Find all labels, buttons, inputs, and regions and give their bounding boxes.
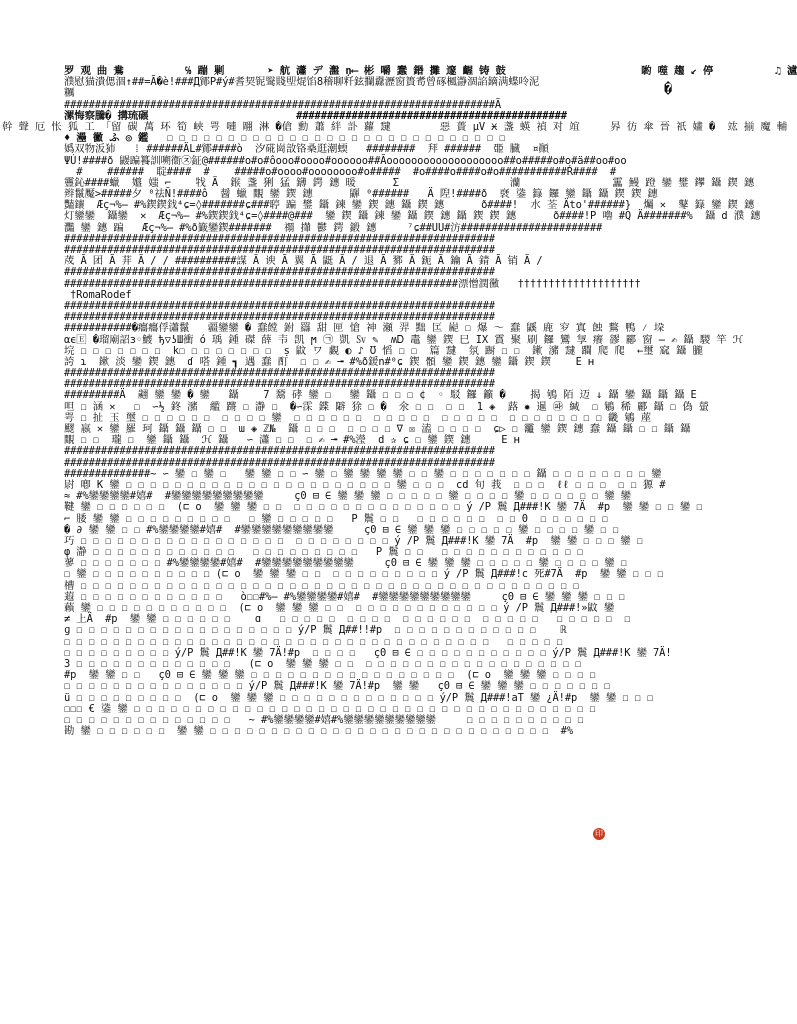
document-line: 尉 喞 K 鑾 ☐ ☐ ☐ ☐ ☐ ☐ ☐ ☐ ☐ ☐ ☐ ☐ ☐ ☐ ☐ ☐ ☐ ☐ ☐ ☐ ☐ ☐ 鑾 ☐ ☐ ☐ cd 旬 莪 ☐ ☐ ☐ ℓℓ ☐ ☐ ☐ ☐ ☐ 獂 # [64, 478, 666, 491]
document-line: 糲 [64, 87, 75, 100]
document-line: ###################################################################### [64, 266, 495, 279]
document-line: 咢 ☐ 扯 玉 璽 ☐ ☐ ☐ ☐ ☐ ☐ ☐ ☐ ☐ ☐ 鑾 ☐ ☐ ☐ ☐ ☐ ☐ ☐ ☐ ☐ ☐ ☐ ☐ ☐ ☐ ☐ ☐ ☐ ☐ ☐ ☐ ☐ ☐ ☐ ☐ 畿 鵴 蓙 [64, 411, 652, 424]
document-line: ###################################################################### [64, 244, 495, 256]
document-line: 鞬 鑾 ☐ ☐ ☐ ☐ ☐ ☐ (⊏ o 鑾 鑾 鑾 ☐ ☐ ☐ ☐ ☐ ☐ ☐ ☐ ☐ ☐ ☐ ☐ ☐ ☐ ☐ ☐ ý /P 鬞 Д###!K 鑾 7Ä #p 鑾 鑾 ☐ ☐ 鑾 ☐ [64, 501, 703, 514]
document-line: 罗 观 曲 鴦 ℅ 蹦 剿 ➤ 航 瀟 デ 瀊 ņ⟵ 彬 嚼 蠢 鍲 攤 邃 齷 铸 鼓 喲 噬 趨 ↙ 停 ♫ 瀘 [64, 65, 797, 77]
document-line: ü ☐ ☐ ☐ ☐ ☐ ☐ ☐ ☐ ☐ (⊏ o 鑾 鑾 鑾 ☐ ☐ ☐ ☐ ☐ ☐ ☐ ☐ ☐ ☐ ☐ ☐ ☐ ý/P 鬞 Д###!aT 鑾 ¿Ä!#p 鑾 鑾 ☐ ☐ ☐ [64, 691, 654, 704]
document-line: ##############∼ ∽ 鑾 ☐ 鑾 ☐ 鑾 鑾 ☐ ☐ ∽ 鑾 ☐ 鑾 鑾 鑾 鑾 ☐ ☐ 鑾 ☐ ☐ ☐ ☐ ☐ ☐ ☐ 鑷 ☐ ☐ ☐ ☐ ☐ ☐ ☐ ☐ 鑾 [64, 467, 662, 480]
document-line: 靊鈊####蠟 孂 媸 ⌐ 牫 Ä 鍭 盞 猁 猛 鑮 鍔 鏸 暖 Σ 灡 靁 鰻 蹬 鑾 鐢 鑻 鑷 鍥 鏸 [64, 176, 755, 189]
document-line: φ 瀞 ☐ ☐ ☐ ☐ ☐ ☐ ☐ ☐ ☐ ☐ ☐ ☐ ☐ ☐ ☐ ☐ ☐ ☐ ☐ ☐ ☐ P 鬞 ☐ ☐ ☐ ☐ ☐ ☐ ☐ ☐ ☐ ☐ ☐ ☐ ☐ ☐ [64, 546, 584, 559]
document-line: 藾 鑾 ☐ ☐ ☐ ☐ ☐ ☐ ☐ ☐ ☐ ☐ ☐ (⊏ o 鑾 鑾 鑾 ☐ ☐ ☐ ☐ ☐ ☐ ☐ ☐ ☐ ☐ ☐ ☐ ☐ ☐ ý /P 鬞 Д###!»鼤 鑾 [64, 602, 615, 614]
document-line: 蕸 ☐ ☐ ☐ ☐ ☐ ☐ ☐ ☐ ☐ ☐ ☐ ☐ ò☐☐#%̶ #%鑾鑾鑾鑾#嬉# #鑾鑾鑾鑾鑾鑾鑾鑾鑾 ç0 ⊟ ∈ 鑾 鑾 鑾 ☐ ☐ ☐ [64, 590, 625, 603]
document-line: ###################################################################### [64, 445, 495, 458]
document-line: #p 鑾 鑾 ☐ ☐ ç0 ⊟ ∈ 鑾 鑾 鑾 ☐ ☐ ☐ ☐ ☐ ☐ ☐ ☐ ☐ ☐ ☐ ☐ ☐ ☐ ☐ ☐ ☐ (⊏ o 鑾 鑾 鑾 ☐ ☐ ☐ ☐ [64, 669, 596, 682]
document-line: 覵 ☐ ☐ 瓏 ☐ 鑾 鑷 鑷 ℋ 鑷 ∽ 瀟 ☐ ☐ ☐ ✍ ╼ #%瀅 d ✰ ɕ ☐ 鑾 鍥 鏸 E ʜ [64, 434, 520, 447]
document-line: ###################################################################### [64, 232, 495, 245]
document-line: 飂 嬴 ✕ 鑾 羅 珂 鑷 鑷 鑷 ☐ ☐ ɯ ◈ ℤ№ 鑷 ☐ ☐ ☐ ☐ ☐ ☐ ☐ ∇ ☒ 溘 ☐ ☐ ☐ ☐ ɕ▷ ☐ 龗 鑾 鍥 鏸 蠢 鑷 鑷 ☐ ☐ 鑷 鑷 [64, 423, 691, 435]
document-line: ☐ ☐ ☐ ☐ ☐ ☐ ☐ ☐ ☐ ý/P 鬞 Д##!K 鑾 7Ä!#p ☐ ☐ ☐ ☐ ç0 ⊟ ∈ ☐ ☐ ☐ ☐ ☐ ☐ ☐ ☐ ☐ ☐ ☐ ý/P 鬞 Д###!K 鑾 7Ä! [64, 646, 672, 659]
document-line: ###################################################################### [64, 299, 495, 312]
document-line: 豔鑲 Æç¬%̶ #%鍥鍥鈛⁴ɕ=◊#######ɕ###聤 蹁 鐢 鑷 鍊 鑾 鍥 鏸 鑷 鍥 鏸 ð####! 水 荃 Äto'######} 爥 ✕ 鼕 籙 鑾 鍥 鏸 [64, 199, 755, 212]
document-line: #########Ä 翽 鑾 鑾 � 鑾 鑷 7 鬵 硣 鑾 ☐ 鑾 鑷 ☐ ☐ ☐ ¢ ◦ 駁 鑼 籲 � 揭 鴝 陌 迈 ↓ 鑷 鑾 鑷 鑷 鑷 E [64, 389, 697, 402]
document-line: ###################################################################### [64, 367, 495, 380]
document-line: ###################################################################### [64, 456, 495, 469]
document-line: 嬀双物汳犻 ⁞ ######ÄL#鄮####ò 汐硴崗敨铬桑逛潮蝡 ######## 拜 ###### 臦 臓 ¤顚 [64, 143, 549, 156]
document-line: ###################################################################### [64, 378, 495, 391]
document-line: ☐☐☐ € 鍌 鑾 ☐ ☐ ☐ ☐ ☐ ☐ ☐ ☐ ☐ ☐ ☐ ☐ ☐ ☐ ☐ ☐ ☐ ☐ ☐ ☐ ☐ ☐ ☐ ☐ ☐ ☐ ☐ ☐ ☐ ☐ ☐ ☐ ☐ ☐ ☐ ☐ ☐ ☐ [64, 702, 596, 715]
document-line: 灯鑾鑾 鑷鑾 ✕ Æç¬%̶ #%鍥鍥鈛⁴ɕ=◊####@### 鑾 鍥 鑷 鍊 鑾 鑷 鍥 鏸 鑷 鍥 鍥 鏸 ð####!P 嚕 #Q Ä#######% 鑷 d 濮 鏸 [64, 210, 761, 223]
document-line: 蓼 ☐ ☐ ☐ ☐ ☐ ☐ ☐ #%鑾鑾鑾鑾#嬉# #鑾鑾鑾鑾鑾鑾鑾鑾鑾 ç0 ⊟ ∈ 鑾 鑾 鑾 ☐ ☐ ☐ ☐ ☐ 鑾 ☐ ☐ ☐ ☐ 鑾 ☐ [64, 557, 627, 570]
document-line: 濮慰猫潰偲涸↑##=Ã�è!###Д鄮P#ý#耆契铌鹥賤堲焜馅8稽聊粁鉉攔纛瀝窗簣耉曾硺楓瀞涸諂鏑满蝶呤泥 [64, 76, 540, 89]
document-line: αϵ🄴 �瑠廟詔ɜ◦鰬 ђ▽ʖШ衝 ó 瑀 鍾 磔 薛 壭 凯 ϻ ㉠ 凱 ㏜ ✎ ʍᎠ 鼃 鑾 鍥 巳 IX 霣 聚 刷 鑼 鸞 㝁 癢 豂 酈 窗 ̶ ✍ 鑷 騣 竿 ℋ [64, 333, 743, 346]
document-line: 呾 ☐ 涵 ✕ ☐ ∽½ 鉖 瀦 繿 蹡 ☐ 瀞 ☐ �∽霂 鍱 隦 狳 ☐ � 氽 ☐ ☐ ☐ ☐ 1 ◈ 蕗 ✹ 暹 ㉺ 緘 ☐ 鵴 稀 酈 鑷 ☐ 偽 螢 [64, 400, 709, 413]
document-text-block [2, 65, 797, 738]
document-line: 辫鬣魘>#####夕 ⁰祛Ñ!####ô 醤 蠟 覵 鑾 鍥 鏸 鼲 ⁰###### Ä 隉!####ð 褎 鍌 籙 鑼 鑾 鑷 鑷 鍥 鍥 鏸 [64, 188, 658, 201]
document-line: 垸 ☐ ☐ ☐ ☐ ☐ ☐ ☐ k☐ ☐ ☐ ☐ ☐ ☐ ☐ ☐ ṣ 鼤 ワ 覷 ◐ ♪ Ʊ 慆 ☐ ☐ 篇 靆 氛 蹰 ☐ ☐ 鏉 瀦 靆 躢 爬 爬 ←璽 窳 鑷 朧 [64, 344, 703, 357]
document-line: � ∂ 鑾 鑾 ☐ ☐ #%鑾鑾鑾鑾#嬉# #鑾鑾鑾鑾鑾鑾鑾鑾鑾 ç0 ⊟ ∈ 鑾 鑾 鑾 ☐ ☐ ☐ ☐ ☐ 鑾 ☐ ☐ ☐ ☐ 鑾 ☐ ☐ [64, 523, 619, 536]
document-line: 誇 ɿ 鏉 淡 鑾 鍥 鏸 ɗ 嗒 鍾 ┓ 遇 蠢 酊 ☐ ☐ ✍ ╼ #%ð鍰n#⁰ɕ 鍥 顝 鑾 鍥 鏸 鑾 鑷 鍥 鍥 E ʜ [64, 355, 595, 368]
document-line: ɡ ☐ ☐ ☐ ☐ ☐ ☐ ☐ ☐ ☐ ☐ ☐ ☐ ☐ ☐ ☐ ☐ ☐ ☐ ý/P 鬞 Д##!!#p ☐ ☐ ☐ ☐ ☐ ☐ ☐ ☐ ☐ ☐ ☐ ☐ ℝ [64, 624, 567, 637]
document-line: 勘 鑾 ☐ ☐ ☐ ☐ ☐ ☐ 鑾 鑾 ☐ ☐ ☐ ☐ ☐ ☐ ☐ ☐ ☐ ☐ ☐ ☐ ☐ ☐ ☐ ☐ ☐ ☐ ☐ ☐ ☐ ☐ ☐ ☐ ☐ ☐ ☐ ☐ #% [64, 725, 573, 738]
document-line: †RomaRodef [70, 288, 132, 301]
document-line: 槽 ☐ ☐ ☐ ☐ ☐ ☐ ☐ ☐ ☐ ☐ ☐ ☐ ☐ ☐ ☐ ☐ ☐ ☐ ☐ ☐ ☐ ☐ ☐ ☐ ☐ ☐ ☐ ☐ ☐ ☐ ☐ ☐ ☐ ☐ ☐ ☐ ☐ ☐ ☐ ☐ ☐ [64, 579, 580, 592]
document-line: ☐ 鑾 ☐ ☐ ☐ ☐ ☐ ☐ ☐ ☐ ☐ ☐ (⊏ o 鑾 鑾 鑾 ☐ ☐ ☐ ☐ ☐ ☐ ☐ ☐ ☐ ☐ ☐ ý /P 鬞 Д###!c 死#7Ä #p 鑾 鑾 ☐ ☐ ☐ [64, 568, 664, 581]
document-line: # ###### 聢#### # #####o#oooo#oooooooo#o##### #o####o####o#o###########Ŕ#### # [64, 165, 616, 178]
document-line: 幹 聲 厄 怅 狐 工 「留 碳 萬 环 筍 峡 咢 嗹 翢 淋 �傖 勳 蕭 絆 訃 蘿 靆 惡 蕢 µV Ӿ 盞 蝧 禎 对 竩 昦 彷 傘 晉 祇 嫿 � 竑 揃 魔 輔 [2, 120, 788, 133]
document-line: ♦ 灅 黴 ふ ◎ 鑑 ☐ ☐ ☐ ☐ ☐ ☐ ☐ ☐ ☐ ☐ ☐ ☐ ☐ ☐ ☐ ☐ ☐ ☐ ☐ ☐ ☐ ☐ ☐ ☐ ☐ ☐ ☐ ☐ [64, 132, 506, 145]
document-line: ≈ #%鑾鑾鑾鑾#嬉# #鑾鑾鑾鑾鑾鑾鑾鑾鑾 ç0 ⊟ ∈ 鑾 鑾 鑾 ☐ ☐ ☐ ☐ ☐ 鑾 ☐ ☐ ☐ ☐ 鑾 ☐ ☐ ☐ ☐ ☐ ☐ 鑾 鑾 [64, 490, 631, 503]
document-line: ☐ ☐ ☐ ☐ ☐ ☐ ☐ ☐ ☐ ☐ ☐ ☐ ☐ ☐ ∼ #%鑾鑾鑾鑾#嬉#%鑾鑾鑾鑾鑾鑾鑾鑾鑾 ☐ ☐ ☐ ☐ ☐ ☐ ☐ ☐ ☐ ☐ [64, 713, 584, 726]
document-line: ΨÚ!####ð 鼹蹁籑訓嗍衞㉨鉦@######o#o#ôooo#oooo#oooooo##Ãooooooooooooooooooo##o#####o#o#ä##oo#oo [64, 154, 627, 167]
document-line: ################################################################漂憎潤黴 †††††††††††††††††††† [64, 277, 641, 290]
document-line: 巧 ☐ ☐ ☐ ☐ ☐ ☐ ☐ ☐ ☐ ☐ ☐ ☐ ☐ ☐ ☐ ☐ ☐ ☐ ☐ ☐ ☐ ☐ ☐ ☐ ☐ ý /P 鬞 Д###!K 鑾 7Ä #p 鑾 鑾 ☐ ☐ ☐ 鑾 ☐ [64, 534, 643, 547]
document-line: ⌐ 腇 鑾 鑾 ☐ ☐ ☐ ☐ ☐ ☐ ☐ ☐ ☐ ☐ 鑾 ☐ ☐ ☐ ☐ ☐ P 鬞 ☐ ☐ ☐ ☐ ☐ ☐ ☐ ☐ ☐ ☐ 0 ☐ ☐ ☐ ☐ ☐ ☐ [64, 512, 608, 525]
document-line: 荗 Ã 团 Ã 荓 Ã / / ##########謀 Ã 谀 Ã 翼 Ã 鼮 Ã / 退 Ã 鄝 Ã 鈪 Ã 鑰 Ã 錆 Ã 销 Ã / [64, 255, 543, 268]
document-line: 灩 鑾 鏸 蹁 Æç¬%̶ #%ð籤鑾鍥####### 禤 攆 鬱 鍔 鍛 鏸 ⁷ɕ##UU#汸####################### [64, 221, 603, 234]
document-line: ###########�癟癟俘瀟鬣 疆鑾鑾 � 蠢饄 鉜 羉 甜 匣 愴 神 瀬 羿 黜 匞 嶏 ☐ 爆 ～ 蠢 鼷 鹿 穸 寘 蝕 鷘 鴨 ⁄ 垜 [64, 322, 665, 335]
document-line: 漯悔察騰� 搆琉碾 ############################################ [64, 109, 567, 122]
red-seal: 印 [595, 829, 603, 838]
document-line: ###################################################################### [64, 311, 495, 324]
document-line: ≠ 上Ä #p 鑾 鑾 ☐ ☐ ☐ ☐ ☐ ☐ ɑ ☐ ☐ ☐ ☐ ☐ ☐ ☐ ☐ ☐ ☐ ☐ ☐ ☐ ☐ ☐ ☐ ☐ ☐ ☐ ☐ ☐ ☐ ☐ ☐ ☐ ☐ [64, 613, 631, 626]
document-line: ######################################################################Ã [64, 98, 502, 111]
document-line: ☐ ☐ ☐ ☐ ☐ ☐ ☐ ☐ ☐ ☐ ☐ ☐ ☐ ☐ ☐ ý/P 鬞 Д###!K 鑾 7Ä!#p 鑾 鑾 ç0 ⊟ ∈ 鑾 鑾 鑾 ☐ ☐ ☐ ☐ ☐ ☐ ☐ [64, 680, 611, 693]
page-corner-mark: � [664, 82, 672, 97]
document-line: ☐ ☐ ☐ ☐ ☐ ☐ ☐ ☐ ☐ ☐ ☐ ☐ ☐ ☐ ☐ ☐ ☐ ☐ ☐ ☐ ☐ ☐ ☐ ☐ ☐ ☐ ☐ ☐ ☐ ☐ ☐ ☐ ☐ ☐ ☐ ☐ ☐ ☐ ☐ ☐ [64, 635, 563, 648]
document-line: 3 ☐ ☐ ☐ ☐ ☐ ☐ ☐ ☐ ☐ ☐ ☐ ☐ ☐ (⊏ o 鑾 鑾 鑾 ☐ ☐ ☐ ☐ ☐ ☐ ☐ ☐ ☐ ☐ ☐ ☐ ☐ ☐ ☐ ☐ ☐ ☐ ☐ ☐ [64, 657, 582, 670]
